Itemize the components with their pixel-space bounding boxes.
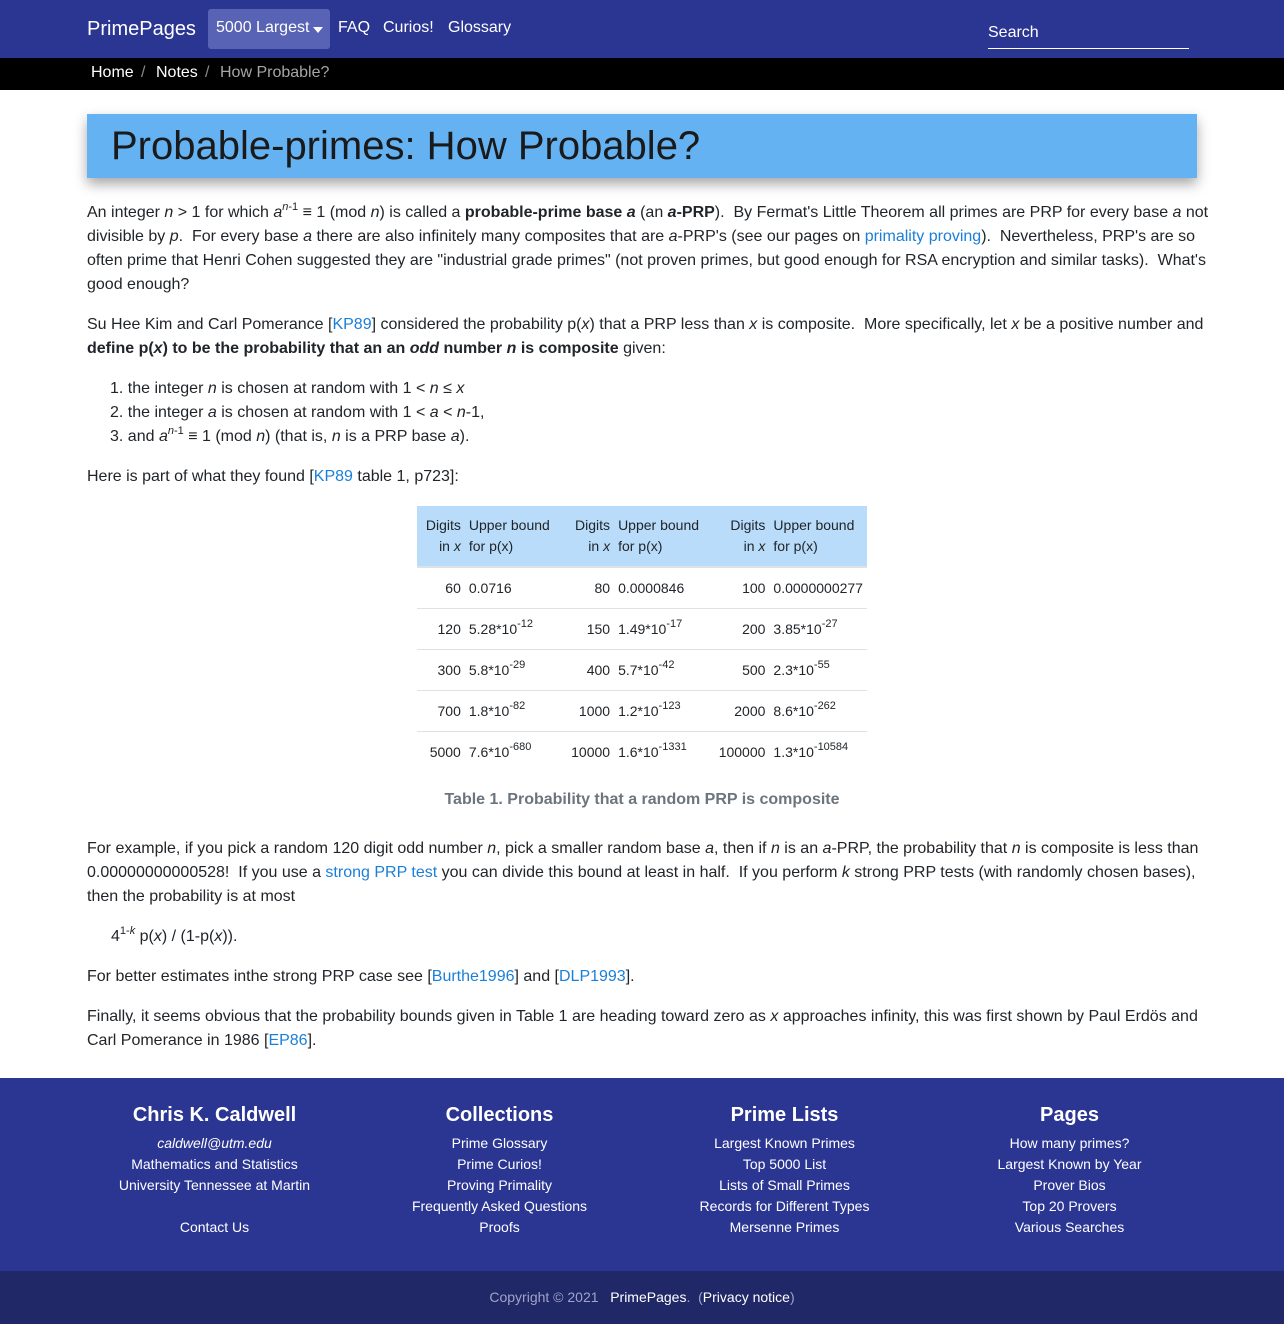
caret-down-icon (313, 27, 323, 33)
navbar (0, 0, 1284, 58)
cell-digits: 10000 (560, 731, 614, 772)
cell-upper-bound: $7.6*10^{-680}$ (465, 731, 560, 772)
probability-table (417, 506, 867, 772)
ep86-link[interactable]: EP86 (268, 1032, 308, 1049)
cell-digits: 700 (417, 690, 465, 731)
page-title-box (87, 114, 1197, 178)
nav-dropdown-5000-largest[interactable] (208, 9, 330, 49)
footer-link[interactable]: Largest Known Primes (714, 1135, 855, 1151)
exponent: -42 (658, 658, 675, 671)
list-item: 3. and $a^{n-1} \equiv 1$ (mod n) (that is, n is a PRP base a). (110, 425, 470, 445)
privacy-notice-link[interactable]: Privacy notice (702, 1289, 790, 1305)
text-line: define p(x) to be the probability that an an odd number n is composite given: (87, 340, 666, 357)
nav-item-glossary[interactable]: Glossary (448, 19, 512, 36)
exponent: -29 (509, 658, 526, 671)
exponent: -27 (821, 617, 838, 630)
footer-column-prime-lists (642, 1102, 927, 1238)
exponent: -123 (658, 699, 681, 712)
breadcrumb-separator: / (205, 64, 210, 81)
footer-link[interactable]: How many primes? (1009, 1135, 1130, 1151)
footer-link[interactable]: Proving Primality (446, 1177, 553, 1193)
footer-link[interactable]: Top 5000 List (742, 1156, 827, 1172)
text-line: 0.00000000000528! If you use a strong PRP test you can divide this bound at least in half. If you perform k strong PRP tests (with randomly chosen bases), (87, 864, 1196, 881)
footer-heading: Prime Lists (730, 1104, 839, 1126)
text-line: then the probability is at most (87, 888, 296, 905)
table-row (417, 608, 867, 649)
formula-line: 4$^{1-k}$ p(x) / (1-p(x)). (111, 925, 238, 945)
text-line: often prime that Henri Cohen suggested they are "industrial grade primes" (not proven primes, but good enough for RSA encryption and similar tasks). What's (87, 252, 1206, 269)
page-title: Probable-primes: How Probable? (111, 124, 701, 168)
breadcrumb (0, 58, 1284, 90)
cell-upper-bound: $5.28*10^{-12}$ (465, 608, 560, 649)
table-row (417, 649, 867, 690)
cell-upper-bound: 0.0000000277 (769, 567, 867, 608)
footer-link[interactable]: Various Searches (1014, 1219, 1125, 1235)
breadcrumb-notes[interactable]: Notes (156, 64, 198, 81)
footer-link[interactable]: Mathematics and Statistics (131, 1156, 298, 1172)
text-line: good enough? (87, 276, 190, 293)
copyright-bar: Copyright © 2021 PrimePages. (Privacy notice) (0, 1271, 1284, 1324)
breadcrumb-home[interactable]: Home (91, 64, 134, 81)
header-digits: Digits in x (560, 506, 614, 567)
cell-digits: 80 (560, 567, 614, 608)
cell-upper-bound: $1.8*10^{-82}$ (465, 690, 560, 731)
cell-digits: 400 (560, 649, 614, 690)
footer-link[interactable]: University Tennessee at Martin (118, 1177, 311, 1193)
search-input[interactable] (988, 16, 1189, 49)
footer-heading: Collections (445, 1104, 554, 1126)
text-line: An integer n > 1 for which $a^{n-1} \equiv 1$ (mod n) is called a probable-prime base a (an a-PRP). By Fermat's Little Theorem all primes are PRP for every base a not (87, 201, 1209, 221)
strong-prp-test-link[interactable]: strong PRP test (325, 864, 438, 881)
text-line: Su Hee Kim and Carl Pomerance [KP89] considered the probability p(x) that a PRP less than x is composite. More specifically, let x be a positive number and (87, 316, 1204, 333)
cell-digits: 100000 (712, 731, 769, 772)
table-caption: Table 1. Probability that a random PRP is composite (444, 791, 840, 808)
cell-digits: 1000 (560, 690, 614, 731)
exponent: -55 (813, 658, 830, 671)
list-item: 2. the integer a is chosen at random with 1 < a < n-1, (110, 404, 485, 421)
text-line: Carl Pomerance in 1986 [EP86]. (87, 1032, 317, 1049)
cell-digits: 200 (712, 608, 769, 649)
dlp1993-link[interactable]: DLP1993 (558, 968, 626, 985)
cell-digits: 150 (560, 608, 614, 649)
text-line: divisible by p. For every base a there are also infinitely many composites that are a-PRP's (see our pages on primality proving). Nevertheless, PRP's are so (87, 228, 1195, 245)
breadcrumb-separator: / (141, 64, 146, 81)
footer-link[interactable]: Records for Different Types (699, 1198, 870, 1214)
header-upper-bound: Upper bound for p(x) (769, 506, 867, 567)
exponent: -10584 (813, 740, 849, 753)
brand-link[interactable]: PrimePages (87, 18, 196, 40)
cell-upper-bound: $1.6*10^{-1331}$ (614, 731, 712, 772)
nav-item-faq[interactable]: FAQ (338, 19, 371, 36)
footer-link[interactable]: Proofs (479, 1219, 520, 1235)
cell-digits: 500 (712, 649, 769, 690)
cell-upper-bound: $8.6*10^{-262}$ (769, 690, 867, 731)
table-header-row (417, 506, 867, 567)
exponent: -12 (517, 617, 534, 630)
cell-digits: 5000 (417, 731, 465, 772)
site-link[interactable]: PrimePages (610, 1289, 687, 1305)
cell-upper-bound: $2.3*10^{-55}$ (769, 649, 867, 690)
cell-digits: 2000 (712, 690, 769, 731)
footer-link[interactable]: Prime Curios! (457, 1156, 542, 1172)
table-row (417, 567, 867, 608)
list-item: 1. the integer n is chosen at random with 1 < n ≤ x (110, 380, 465, 397)
footer-spacer (72, 1196, 357, 1217)
cell-digits: 100 (712, 567, 769, 608)
cell-upper-bound: $5.7*10^{-42}$ (614, 649, 712, 690)
exponent: -17 (666, 617, 683, 630)
header-upper-bound: Upper bound for p(x) (614, 506, 712, 567)
cell-upper-bound: 0.0000846 (614, 567, 712, 608)
primality-proving-link[interactable]: primality proving (864, 228, 982, 245)
cell-upper-bound: $1.49*10^{-17}$ (614, 608, 712, 649)
text-line: For example, if you pick a random 120 digit odd number n, pick a smaller random base a, then if n is an a-PRP, the probability that n is composite is less than (87, 840, 1199, 857)
cell-digits: 300 (417, 649, 465, 690)
cell-digits: 60 (417, 567, 465, 608)
footer-link[interactable]: Largest Known by Year (997, 1156, 1142, 1172)
cell-upper-bound: 0.0716 (465, 567, 560, 608)
burthe1996-link[interactable]: Burthe1996 (431, 968, 515, 985)
footer-link[interactable]: Lists of Small Primes (719, 1177, 850, 1193)
footer-link[interactable]: Top 20 Provers (1022, 1198, 1117, 1214)
footer-link[interactable]: Prime Glossary (451, 1135, 548, 1151)
footer-link[interactable]: Frequently Asked Questions (411, 1198, 588, 1214)
exponent: -262 (813, 699, 836, 712)
header-digits: Digits in x (417, 506, 465, 567)
footer-contact-link[interactable]: Contact Us (179, 1219, 250, 1235)
kp89-link[interactable]: KP89 (313, 468, 353, 485)
footer-column-pages (927, 1102, 1212, 1238)
text-line: Here is part of what they found [KP89 table 1, p723]: (87, 468, 459, 485)
breadcrumb-current: How Probable? (220, 64, 330, 81)
table-body (417, 567, 867, 772)
header-upper-bound: Upper bound for p(x) (465, 506, 560, 567)
text-line: Finally, it seems obvious that the probability bounds given in Table 1 are heading toward zero as x approaches infinity, this was first shown by Paul Erdös and (87, 1008, 1198, 1025)
exponent: -680 (509, 740, 532, 753)
text-line: For better estimates inthe strong PRP case see [Burthe1996] and [DLP1993]. (87, 968, 635, 985)
footer-email-link[interactable]: caldwell@utm.edu (157, 1135, 272, 1151)
cell-upper-bound: $5.8*10^{-29}$ (465, 649, 560, 690)
cell-upper-bound: $1.3*10^{-10584}$ (769, 731, 867, 772)
footer-link[interactable]: Mersenne Primes (729, 1219, 840, 1235)
footer-column-collections (357, 1102, 642, 1238)
copyright-text: Copyright © 2021 (489, 1289, 599, 1305)
header-digits: Digits in x (712, 506, 769, 567)
footer-link[interactable]: Prover Bios (1033, 1177, 1106, 1193)
nav-dropdown-label: 5000 Largest (216, 19, 310, 36)
footer-column-author (72, 1102, 357, 1238)
table-row (417, 690, 867, 731)
cell-digits: 120 (417, 608, 465, 649)
exponent: -82 (509, 699, 526, 712)
nav-item-curios[interactable]: Curios! (383, 19, 434, 36)
table-row (417, 731, 867, 772)
kp89-link[interactable]: KP89 (332, 316, 372, 333)
footer-heading: Pages (1040, 1104, 1099, 1126)
footer-heading: Chris K. Caldwell (132, 1104, 297, 1126)
footer (0, 1078, 1284, 1271)
exponent: -1331 (658, 740, 687, 753)
cell-upper-bound: $3.85*10^{-27}$ (769, 608, 867, 649)
cell-upper-bound: $1.2*10^{-123}$ (614, 690, 712, 731)
